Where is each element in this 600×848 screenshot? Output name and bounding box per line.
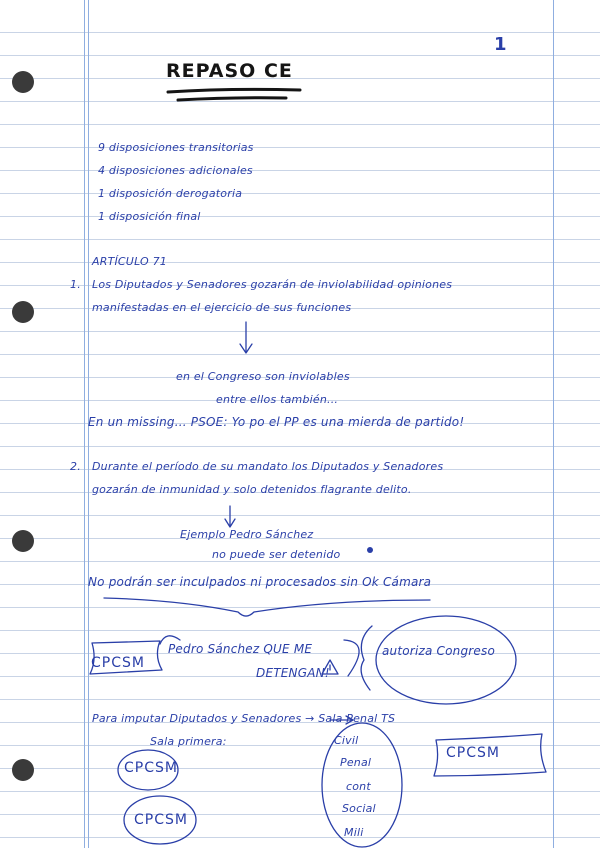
point2-line: Durante el período de su mandato los Diputados y Senadores bbox=[92, 460, 444, 473]
disposition-item: 1 disposición derogatoria bbox=[98, 187, 243, 200]
stamp-label: CPCSM bbox=[446, 745, 500, 761]
point2-line: gozarán de inmunidad y solo detenidos flagrante delito. bbox=[92, 483, 412, 496]
disposition-item: 1 disposición final bbox=[98, 210, 201, 223]
oval-text: autoriza Congreso bbox=[382, 644, 495, 658]
quote-line: Pedro Sánchez QUE ME bbox=[168, 642, 313, 656]
note-line: en el Congreso son inviolables bbox=[176, 370, 350, 383]
point1-line: manifestadas en el ejercicio de sus funciones bbox=[92, 301, 352, 314]
title-underline bbox=[168, 89, 300, 92]
disposition-item: 9 disposiciones transitorias bbox=[98, 141, 254, 154]
stamp-label: CPCSM bbox=[124, 760, 178, 776]
sala-item: Social bbox=[342, 802, 376, 815]
stamp-label: CPCSM bbox=[134, 812, 188, 828]
brace bbox=[104, 598, 430, 616]
page-number: 1 bbox=[494, 34, 507, 55]
sala-item: Civil bbox=[334, 734, 359, 747]
point-marker: 2. bbox=[70, 460, 81, 473]
stamp-label: CPCSM bbox=[91, 655, 145, 671]
stamp-oval bbox=[124, 796, 196, 844]
immunity-rule: No podrán ser inculpados ni procesados sin Ok Cámara bbox=[88, 575, 432, 589]
aside-note: En un missing... PSOE: Yo po el PP es una mierda de partido! bbox=[88, 415, 465, 429]
salas-oval bbox=[322, 723, 402, 847]
arrow-down bbox=[240, 322, 252, 353]
example-line: no puede ser detenido bbox=[212, 548, 341, 561]
quote-line: DETENGAN! bbox=[256, 666, 330, 680]
point-marker: 1. bbox=[70, 278, 81, 291]
arrow-right bbox=[330, 716, 353, 724]
oval bbox=[376, 616, 516, 704]
arrow-down bbox=[225, 506, 235, 527]
point1-line: Los Diputados y Senadores gozarán de inviolabilidad opiniones bbox=[92, 278, 453, 291]
sala-item: Penal bbox=[340, 756, 372, 769]
sala-item: cont bbox=[346, 780, 371, 793]
article-heading: ARTÍCULO 71 bbox=[92, 255, 168, 268]
ink-dot bbox=[367, 547, 373, 553]
stamp-oval bbox=[118, 750, 178, 790]
quote-bubble bbox=[160, 636, 180, 644]
disposition-item: 4 disposiciones adicionales bbox=[98, 164, 253, 177]
title-underline bbox=[178, 98, 286, 100]
example-line: Ejemplo Pedro Sánchez bbox=[180, 528, 314, 541]
page-title: REPASO CE bbox=[166, 60, 293, 82]
stamp-box bbox=[90, 641, 162, 674]
quote-bubble-right bbox=[344, 640, 359, 676]
note-line: entre ellos también... bbox=[216, 393, 339, 406]
stamp-box bbox=[434, 734, 546, 776]
bracket-left bbox=[361, 626, 372, 690]
sala-item: Mili bbox=[344, 826, 364, 839]
warning-triangle bbox=[322, 660, 338, 674]
sala-label: Sala primera: bbox=[150, 735, 227, 748]
bottom-line: Para imputar Diputados y Senadores → Sala Penal TS bbox=[92, 712, 396, 725]
